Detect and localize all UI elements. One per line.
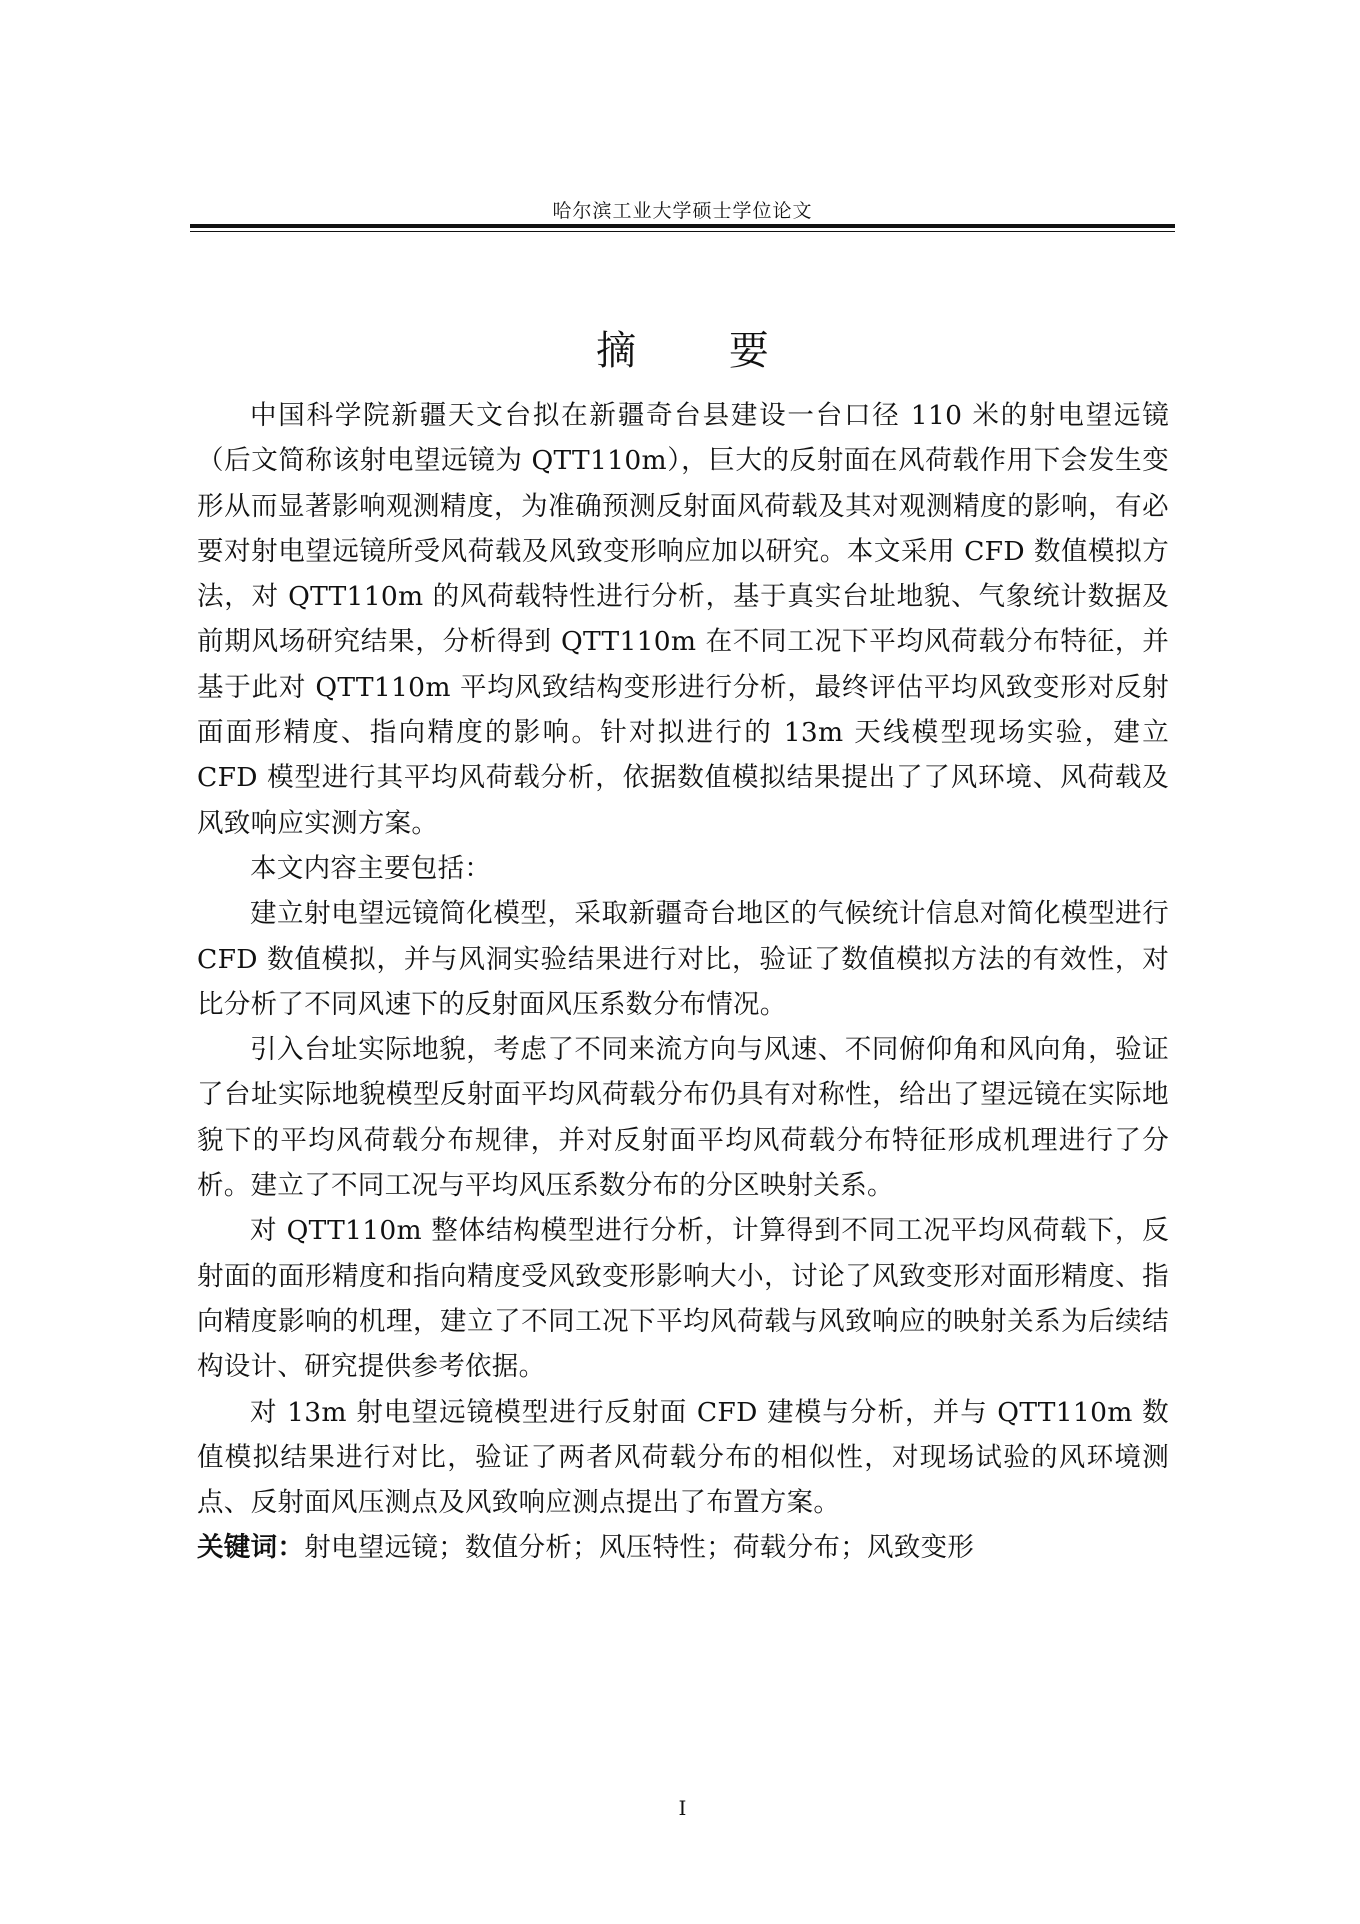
abstract-paragraph-3: 建立射电望远镜简化模型，采取新疆奇台地区的气候统计信息对简化模型进行 CFD 数值模拟，并与风洞实验结果进行对比，验证了数值模拟方法的有效性，对比分析了不同风速下的反射面风压系数分布情况。 — [197, 898, 1169, 1020]
running-header: 哈尔滨工业大学硕士学位论文 — [552, 200, 813, 222]
abstract-body — [197, 393, 1169, 1571]
page-number: I — [678, 1796, 687, 1820]
header-rule-thick — [190, 224, 1175, 228]
abstract-paragraph-6: 对 13m 射电望远镜模型进行反射面 CFD 建模与分析，并与 QTT110m 数值模拟结果进行对比，验证了两者风荷载分布的相似性，对现场试验的风环境测点、反射面风压测点及风致响应测点提出了布置方案。 — [197, 1396, 1169, 1519]
keywords-line — [197, 1525, 1169, 1570]
abstract-paragraph-2: 本文内容主要包括： — [250, 852, 492, 884]
keywords-text: 射电望远镜；数值分析；风压特性；荷载分布；风致变形 — [304, 1532, 975, 1564]
abstract-paragraph-5: 对 QTT110m 整体结构模型进行分析，计算得到不同工况平均风荷载下，反射面的面形精度和指向精度受风致变形影响大小，讨论了风致变形对面形精度、指向精度影响的机理，建立了不同工况下平均风荷载与风致响应的映射关系为后续结构设计、研究提供参考依据。 — [197, 1215, 1169, 1383]
page-title: 摘 要 — [596, 327, 809, 374]
abstract-paragraph-4: 引入台址实际地貌，考虑了不同来流方向与风速、不同俯仰角和风向角，验证了台址实际地貌模型反射面平均风荷载分布仍具有对称性，给出了望远镜在实际地貌下的平均风荷载分布规律，并对反射面平均风荷载分布特征形成机理进行了分析。建立了不同工况与平均风压系数分布的分区映射关系。 — [197, 1034, 1169, 1202]
keywords-label: 关键词： — [197, 1532, 305, 1564]
abstract-paragraph-1: 中国科学院新疆天文台拟在新疆奇台县建设一台口径 110 米的射电望远镜（后文简称该射电望远镜为 QTT110m），巨大的反射面在风荷载作用下会发生变形从而显著影响观测精度，为准确预测反射面风荷载及其对观测精度的影响，有必要对射电望远镜所受风荷载及风致变形响应加以研究。本文采用 CFD 数值模拟方法，对 QTT110m 的风荷载特性进行分析，基于真实台址地貌、气象统计数据及前期风场研究结果，分析得到 QTT110m 在不同工况下平均风荷载分布特征，并基于此对 QTT110m 平均风致结构变形进行分析，最终评估平均风致变形对反射面面形精度、指向精度的影响。针对拟进行的 13m 天线模型现场实验，建立 CFD 模型进行其平均风荷载分析，依据数值模拟结果提出了了风环境、风荷载及风致响应实测方案。 — [197, 400, 1169, 839]
header-rule-thin — [190, 231, 1175, 232]
